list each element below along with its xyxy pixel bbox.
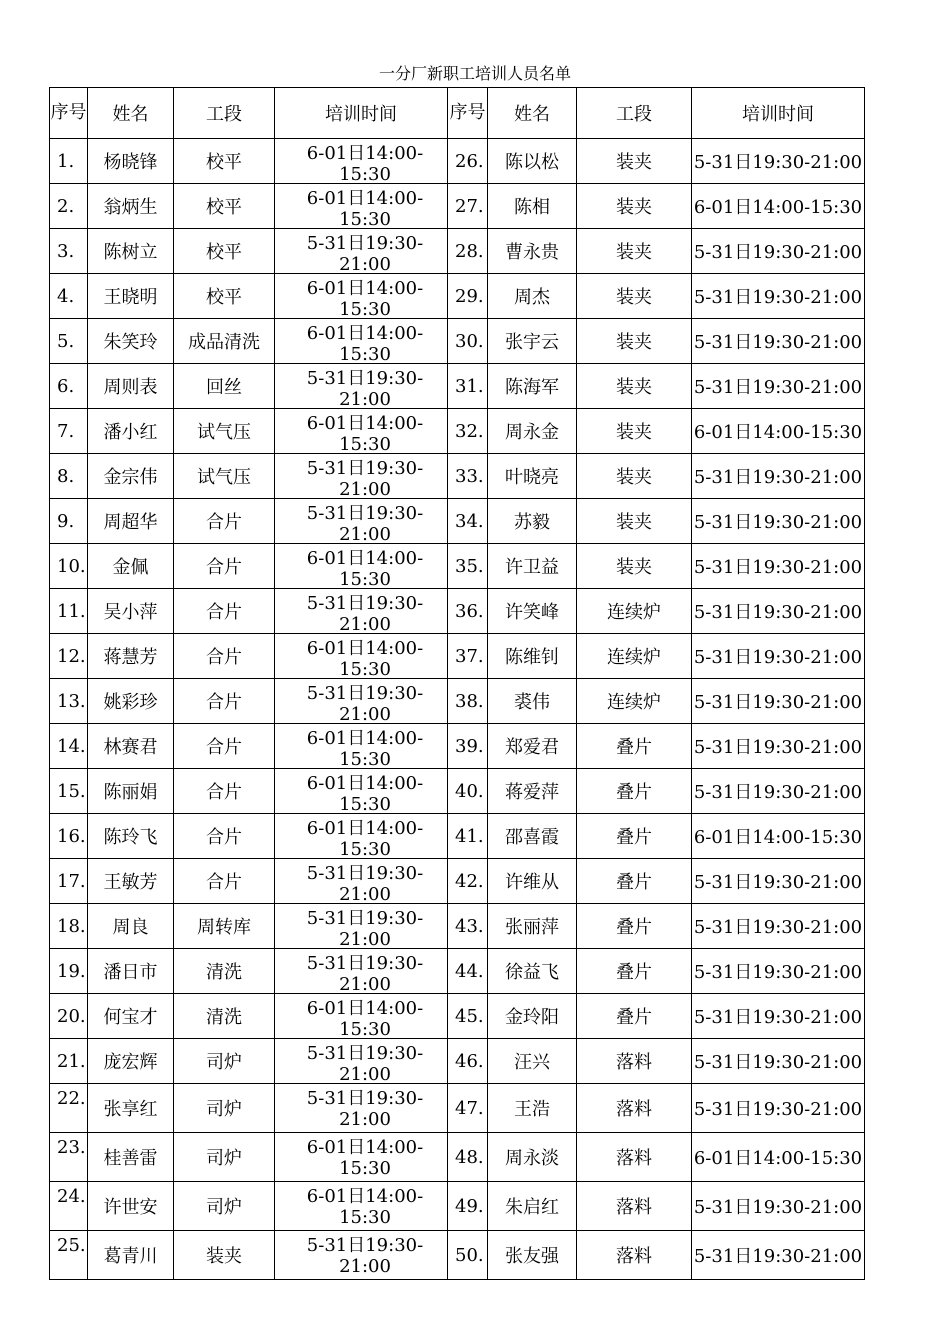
cell-section: 装夹 [577,499,692,544]
cell-section: 落料 [577,1231,692,1280]
cell-seq: 3. [50,229,88,274]
cell-training-time: 5-31日19:30-21:00 [692,994,865,1039]
cell-seq: 4. [50,274,88,319]
header-seq: 序号 [50,88,88,139]
cell-name: 叶晓亮 [488,454,577,499]
cell-training-time: 5-31日19:30-21:00 [692,274,865,319]
cell-seq: 22. [50,1084,88,1133]
cell-seq: 25. [50,1231,88,1280]
cell-training-time [275,139,448,184]
cell-name: 庞宏辉 [88,1039,174,1084]
cell-training-time [275,364,448,409]
cell-name: 周永金 [488,409,577,454]
cell-seq: 14. [50,724,88,769]
cell-name: 张享红 [88,1084,174,1133]
training-time-text: 6-01日14:00-15:30 [306,818,424,858]
cell-training-time [275,319,448,364]
cell-name: 苏毅 [488,499,577,544]
cell-training-time: 5-31日19:30-21:00 [692,679,865,724]
cell-training-time [275,544,448,589]
cell-section: 装夹 [577,409,692,454]
cell-training-time: 5-31日19:30-21:00 [692,724,865,769]
cell-training-time [275,994,448,1039]
header-time: 培训时间 [275,88,448,139]
cell-name: 周良 [88,904,174,949]
table-row [50,724,865,769]
cell-section: 叠片 [577,859,692,904]
cell-name: 王晓明 [88,274,174,319]
cell-seq: 42. [448,859,488,904]
cell-section: 落料 [577,1039,692,1084]
table-row [50,949,865,994]
cell-seq: 28. [448,229,488,274]
cell-training-time: 6-01日14:00-15:30 [692,814,865,859]
training-time-text: 5-31日19:30-21:00 [306,863,424,903]
cell-training-time [275,814,448,859]
cell-seq: 21. [50,1039,88,1084]
training-time-text: 6-01日14:00-15:30 [306,278,424,318]
training-time-text: 6-01日14:00-15:30 [306,773,424,813]
cell-seq: 29. [448,274,488,319]
cell-name: 陈维钊 [488,634,577,679]
table-row [50,364,865,409]
training-time-text: 6-01日14:00-15:30 [306,413,424,453]
cell-section: 清洗 [174,994,275,1039]
training-time-text: 5-31日19:30-21:00 [306,593,424,633]
cell-name: 蒋慧芳 [88,634,174,679]
cell-training-time: 5-31日19:30-21:00 [692,589,865,634]
cell-seq: 19. [50,949,88,994]
cell-name: 裘伟 [488,679,577,724]
training-time-text: 5-31日19:30-21:00 [306,458,424,498]
cell-seq: 36. [448,589,488,634]
cell-seq: 37. [448,634,488,679]
cell-training-time: 5-31日19:30-21:00 [692,499,865,544]
cell-name: 周永淡 [488,1133,577,1182]
cell-seq: 48. [448,1133,488,1182]
cell-training-time [275,1182,448,1231]
header-name: 姓名 [488,88,577,139]
cell-section: 司炉 [174,1182,275,1231]
cell-name: 葛青川 [88,1231,174,1280]
cell-seq: 23. [50,1133,88,1182]
cell-seq: 43. [448,904,488,949]
cell-section: 司炉 [174,1039,275,1084]
header-section: 工段 [174,88,275,139]
cell-name: 邵喜霞 [488,814,577,859]
cell-seq: 41. [448,814,488,859]
roster-body [50,139,865,1280]
cell-training-time [275,589,448,634]
cell-seq: 9. [50,499,88,544]
cell-section: 连续炉 [577,634,692,679]
cell-training-time: 5-31日19:30-21:00 [692,1039,865,1084]
training-time-text: 5-31日19:30-21:00 [306,233,424,273]
cell-section: 试气压 [174,454,275,499]
cell-name: 周杰 [488,274,577,319]
cell-name: 许卫益 [488,544,577,589]
header-name: 姓名 [88,88,174,139]
cell-section: 合片 [174,769,275,814]
cell-name: 陈丽娟 [88,769,174,814]
cell-section: 合片 [174,589,275,634]
training-time-text: 5-31日19:30-21:00 [306,503,424,543]
cell-training-time: 5-31日19:30-21:00 [692,769,865,814]
cell-section: 落料 [577,1182,692,1231]
cell-seq: 35. [448,544,488,589]
cell-seq: 39. [448,724,488,769]
cell-section: 合片 [174,859,275,904]
cell-seq: 8. [50,454,88,499]
cell-training-time: 5-31日19:30-21:00 [692,319,865,364]
header-seq: 序号 [448,88,488,139]
cell-training-time [275,1039,448,1084]
cell-seq: 33. [448,454,488,499]
cell-name: 陈以松 [488,139,577,184]
cell-section: 叠片 [577,814,692,859]
cell-seq: 20. [50,994,88,1039]
training-time-text: 6-01日14:00-15:30 [306,638,424,678]
cell-training-time [275,409,448,454]
cell-name: 陈玲飞 [88,814,174,859]
cell-training-time [275,454,448,499]
cell-training-time [275,679,448,724]
cell-name: 朱笑玲 [88,319,174,364]
cell-name: 郑爱君 [488,724,577,769]
cell-seq: 50. [448,1231,488,1280]
table-row [50,274,865,319]
table-row [50,1084,865,1133]
training-time-text: 5-31日19:30-21:00 [306,368,424,408]
cell-section: 叠片 [577,994,692,1039]
cell-name: 许世安 [88,1182,174,1231]
cell-name: 曹永贵 [488,229,577,274]
cell-training-time: 5-31日19:30-21:00 [692,364,865,409]
training-time-text: 5-31日19:30-21:00 [306,1088,424,1128]
cell-seq: 44. [448,949,488,994]
cell-section: 叠片 [577,769,692,814]
cell-seq: 49. [448,1182,488,1231]
cell-section: 落料 [577,1084,692,1133]
cell-section: 司炉 [174,1133,275,1182]
cell-training-time: 5-31日19:30-21:00 [692,904,865,949]
cell-name: 金宗伟 [88,454,174,499]
cell-name: 张丽萍 [488,904,577,949]
cell-section: 校平 [174,274,275,319]
cell-seq: 10. [50,544,88,589]
cell-section: 合片 [174,634,275,679]
cell-section: 装夹 [577,229,692,274]
cell-name: 林赛君 [88,724,174,769]
cell-training-time: 5-31日19:30-21:00 [692,544,865,589]
cell-name: 王敏芳 [88,859,174,904]
cell-section: 合片 [174,499,275,544]
cell-section: 合片 [174,814,275,859]
header-section: 工段 [577,88,692,139]
cell-name: 张友强 [488,1231,577,1280]
cell-training-time [275,1231,448,1280]
cell-training-time [275,229,448,274]
cell-section: 校平 [174,139,275,184]
cell-training-time: 5-31日19:30-21:00 [692,949,865,994]
cell-training-time [275,634,448,679]
cell-name: 何宝才 [88,994,174,1039]
table-row [50,409,865,454]
cell-training-time: 5-31日19:30-21:00 [692,1231,865,1280]
cell-name: 许笑峰 [488,589,577,634]
training-time-text: 5-31日19:30-21:00 [306,683,424,723]
table-row [50,1182,865,1231]
cell-section: 连续炉 [577,589,692,634]
cell-name: 汪兴 [488,1039,577,1084]
cell-seq: 34. [448,499,488,544]
cell-training-time [275,859,448,904]
cell-section: 装夹 [577,454,692,499]
cell-section: 校平 [174,229,275,274]
table-row [50,679,865,724]
cell-section: 校平 [174,184,275,229]
table-row [50,994,865,1039]
table-row [50,229,865,274]
cell-seq: 11. [50,589,88,634]
header-time: 培训时间 [692,88,865,139]
cell-seq: 32. [448,409,488,454]
table-row [50,1039,865,1084]
cell-section: 装夹 [577,319,692,364]
cell-seq: 30. [448,319,488,364]
cell-training-time [275,499,448,544]
cell-name: 许维从 [488,859,577,904]
table-row [50,499,865,544]
cell-name: 桂善雷 [88,1133,174,1182]
cell-section: 叠片 [577,724,692,769]
cell-training-time: 6-01日14:00-15:30 [692,1133,865,1182]
cell-name: 金玲阳 [488,994,577,1039]
cell-section: 装夹 [577,544,692,589]
cell-seq: 31. [448,364,488,409]
cell-seq: 24. [50,1182,88,1231]
training-time-text: 6-01日14:00-15:30 [306,188,424,228]
cell-seq: 6. [50,364,88,409]
training-time-text: 6-01日14:00-15:30 [306,323,424,363]
table-row [50,454,865,499]
cell-name: 蒋爱萍 [488,769,577,814]
cell-training-time: 6-01日14:00-15:30 [692,184,865,229]
cell-name: 陈树立 [88,229,174,274]
training-time-text: 5-31日19:30-21:00 [306,953,424,993]
table-row [50,319,865,364]
cell-seq: 46. [448,1039,488,1084]
cell-training-time [275,769,448,814]
cell-seq: 26. [448,139,488,184]
training-time-text: 5-31日19:30-21:00 [306,908,424,948]
cell-training-time: 5-31日19:30-21:00 [692,1084,865,1133]
cell-name: 徐益飞 [488,949,577,994]
cell-section: 装夹 [577,139,692,184]
cell-seq: 1. [50,139,88,184]
cell-training-time: 6-01日14:00-15:30 [692,409,865,454]
cell-section: 试气压 [174,409,275,454]
table-row [50,1133,865,1182]
table-row [50,1231,865,1280]
cell-name: 朱启红 [488,1182,577,1231]
cell-training-time: 5-31日19:30-21:00 [692,634,865,679]
cell-section: 叠片 [577,949,692,994]
cell-name: 姚彩珍 [88,679,174,724]
cell-section: 叠片 [577,904,692,949]
cell-section: 司炉 [174,1084,275,1133]
training-time-text: 5-31日19:30-21:00 [306,1043,424,1083]
cell-seq: 13. [50,679,88,724]
cell-name: 陈相 [488,184,577,229]
cell-name: 周超华 [88,499,174,544]
cell-training-time [275,1084,448,1133]
cell-training-time [275,1133,448,1182]
cell-name: 潘小红 [88,409,174,454]
training-time-text: 6-01日14:00-15:30 [306,548,424,588]
table-row [50,634,865,679]
cell-seq: 18. [50,904,88,949]
cell-training-time [275,274,448,319]
table-row [50,544,865,589]
cell-section: 周转库 [174,904,275,949]
cell-seq: 2. [50,184,88,229]
roster-table [49,87,865,1280]
cell-section: 合片 [174,724,275,769]
cell-seq: 5. [50,319,88,364]
cell-section: 合片 [174,544,275,589]
cell-name: 翁炳生 [88,184,174,229]
cell-name: 王浩 [488,1084,577,1133]
cell-seq: 7. [50,409,88,454]
training-time-text: 6-01日14:00-15:30 [306,1137,424,1177]
table-row [50,859,865,904]
table-row [50,814,865,859]
table-row [50,184,865,229]
cell-name: 吴小萍 [88,589,174,634]
cell-section: 落料 [577,1133,692,1182]
document-title: 一分厂新职工培训人员名单 [378,64,571,83]
cell-name: 金佩 [88,544,174,589]
cell-section: 装夹 [577,274,692,319]
cell-section: 连续炉 [577,679,692,724]
cell-training-time [275,949,448,994]
table-row [50,904,865,949]
cell-seq: 12. [50,634,88,679]
training-time-text: 6-01日14:00-15:30 [306,728,424,768]
cell-name: 潘日市 [88,949,174,994]
cell-name: 杨晓锋 [88,139,174,184]
cell-seq: 15. [50,769,88,814]
cell-name: 陈海军 [488,364,577,409]
cell-seq: 45. [448,994,488,1039]
cell-section: 合片 [174,679,275,724]
training-time-text: 6-01日14:00-15:30 [306,1186,424,1226]
cell-training-time: 5-31日19:30-21:00 [692,139,865,184]
cell-training-time [275,184,448,229]
cell-seq: 27. [448,184,488,229]
cell-section: 回丝 [174,364,275,409]
training-time-text: 6-01日14:00-15:30 [306,998,424,1038]
table-row [50,139,865,184]
cell-training-time: 5-31日19:30-21:00 [692,229,865,274]
cell-seq: 17. [50,859,88,904]
table-row [50,589,865,634]
cell-seq: 38. [448,679,488,724]
cell-section: 装夹 [174,1231,275,1280]
cell-training-time: 5-31日19:30-21:00 [692,1182,865,1231]
cell-section: 装夹 [577,364,692,409]
training-time-text: 6-01日14:00-15:30 [306,143,424,183]
header-row [50,88,865,139]
cell-name: 张宇云 [488,319,577,364]
cell-training-time [275,904,448,949]
cell-section: 成品清洗 [174,319,275,364]
cell-section: 装夹 [577,184,692,229]
cell-seq: 40. [448,769,488,814]
cell-seq: 47. [448,1084,488,1133]
cell-section: 清洗 [174,949,275,994]
training-time-text: 5-31日19:30-21:00 [306,1235,424,1275]
cell-name: 周则表 [88,364,174,409]
cell-training-time: 5-31日19:30-21:00 [692,454,865,499]
cell-training-time: 5-31日19:30-21:00 [692,859,865,904]
cell-training-time [275,724,448,769]
cell-seq: 16. [50,814,88,859]
table-row [50,769,865,814]
